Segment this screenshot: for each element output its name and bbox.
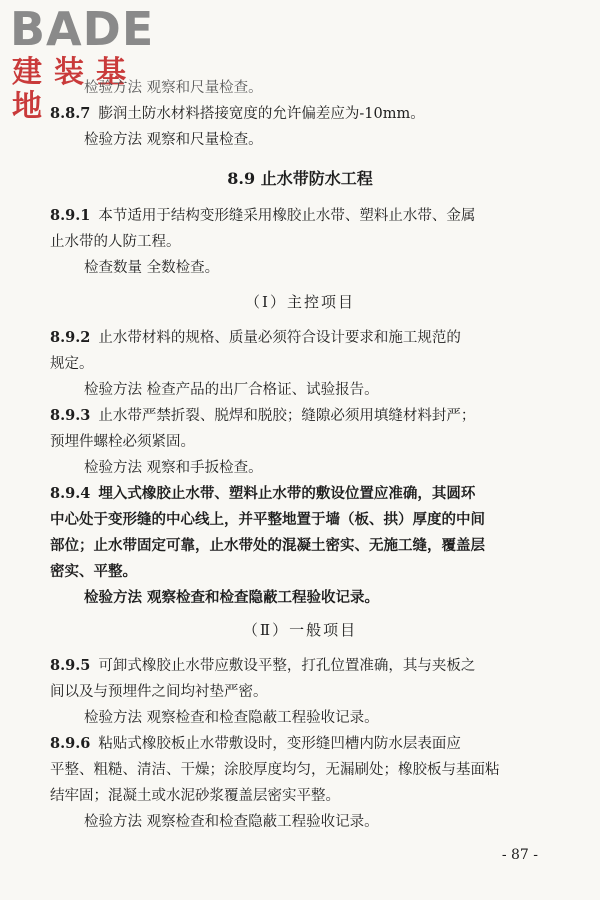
clause-number: 8.9.1 xyxy=(50,207,91,224)
clause-number: 8.9.4 xyxy=(50,485,91,502)
clause-text: 粘贴式橡胶板止水带敷设时，变形缝凹槽内防水层表面应 xyxy=(98,736,461,752)
clause-8-9-4 xyxy=(50,484,475,504)
text-line: 检验方法 观察和尺量检查。 xyxy=(84,80,263,96)
text-line: 中心处于变形缝的中心线上，并平整地置于墙（板、拱）厚度的中间 xyxy=(50,511,485,528)
clause-8-9-3 xyxy=(50,406,475,426)
text-line: 规定。 xyxy=(50,356,94,372)
text-line: 间以及与预埋件之间均衬垫严密。 xyxy=(50,684,268,700)
clause-number: 8.9.6 xyxy=(50,735,91,752)
clause-text: 止水带材料的规格、质量必须符合设计要求和施工规范的 xyxy=(98,330,461,346)
clause-8-9-5 xyxy=(50,656,475,676)
text-line: 结牢固；混凝土或水泥砂浆覆盖层密实平整。 xyxy=(50,788,340,804)
text-line: 止水带的人防工程。 xyxy=(50,234,181,250)
clause-number: 8.9.5 xyxy=(50,657,91,674)
clause-8-8-7 xyxy=(50,104,425,124)
general-items-heading: （Ⅱ）一般项目 xyxy=(242,621,358,639)
text-line: 预埋件螺栓必须紧固。 xyxy=(50,434,195,450)
clause-text: 膨润土防水材料搭接宽度的允许偏差应为-10mm。 xyxy=(98,106,425,122)
clause-8-9-1 xyxy=(50,206,475,226)
clause-text: 本节适用于结构变形缝采用橡胶止水带、塑料止水带、金属 xyxy=(98,208,476,224)
clause-8-9-2 xyxy=(50,328,461,348)
text-line: 检验方法 观察和尺量检查。 xyxy=(84,132,263,148)
clause-text: 止水带严禁折裂、脱焊和脱胶；缝隙必须用填缝材料封严； xyxy=(98,408,476,424)
text-line: 检验方法 观察检查和检查隐蔽工程验收记录。 xyxy=(84,814,379,830)
page-number: - 87 - xyxy=(501,847,538,863)
logo-text-bade: BADE xyxy=(10,2,155,56)
clause-text: 埋入式橡胶止水带、塑料止水带的敷设位置应准确，其圆环 xyxy=(98,485,476,502)
logo-text-jianzhuang: 建装基地 xyxy=(12,55,138,124)
text-line: 检验方法 检查产品的出厂合格证、试验报告。 xyxy=(84,382,379,398)
text-line: 检验方法 观察和手扳检查。 xyxy=(84,460,263,476)
section-title: 8.9 止水带防水工程 xyxy=(227,169,373,188)
text-line: 检查数量 全数检查。 xyxy=(84,260,220,276)
clause-number: 8.9.3 xyxy=(50,407,91,424)
text-line: 检验方法 观察检查和检查隐蔽工程验收记录。 xyxy=(84,710,379,726)
main-items-heading: （Ⅰ）主控项目 xyxy=(245,293,355,311)
clause-number: 8.8.7 xyxy=(50,105,91,122)
text-line: 平整、粗糙、清洁、干燥；涂胶厚度均匀，无漏刷处；橡胶板与基面粘 xyxy=(50,762,500,778)
text-line: 部位；止水带固定可靠，止水带处的混凝土密实、无施工缝，覆盖层 xyxy=(50,537,485,554)
text-line: 检验方法 观察检查和检查隐蔽工程验收记录。 xyxy=(84,589,380,606)
clause-text: 可卸式橡胶止水带应敷设平整，打孔位置准确，其与夹板之 xyxy=(98,658,476,674)
text-line: 密实、平整。 xyxy=(50,563,137,580)
clause-number: 8.9.2 xyxy=(50,329,91,346)
clause-8-9-6 xyxy=(50,734,461,754)
